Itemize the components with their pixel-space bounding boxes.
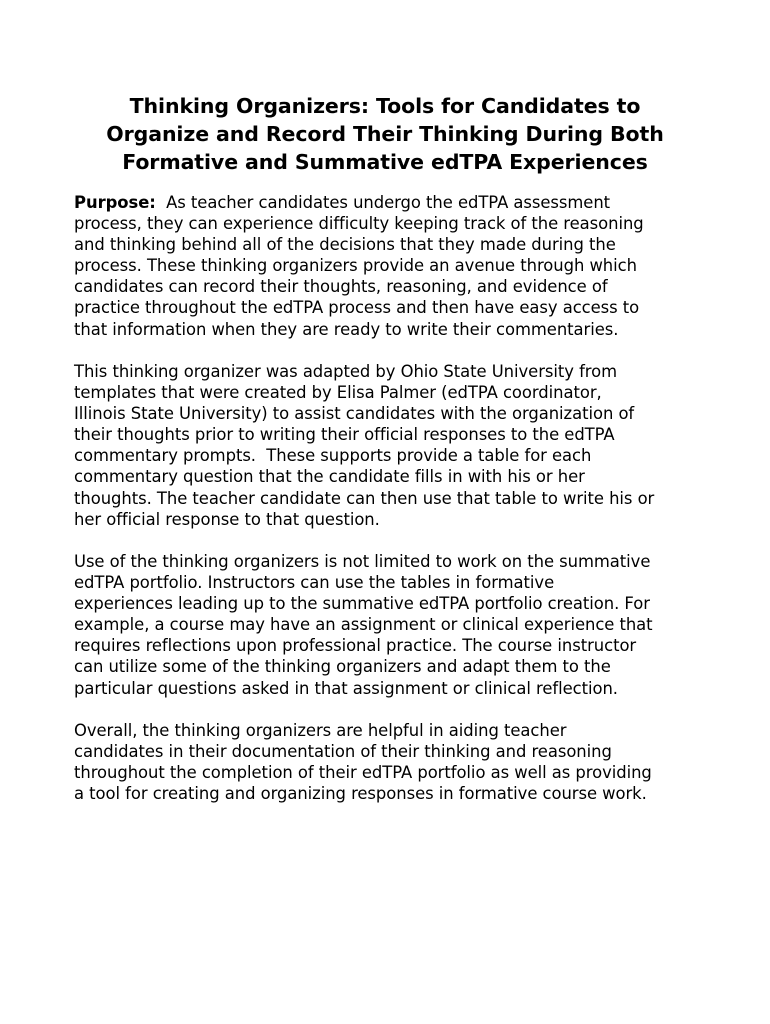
paragraph-line: process, they can experience difficulty keeping track of the reasoning <box>74 214 644 234</box>
paragraph-line: requires reflections upon professional practice. The course instructor <box>74 636 637 656</box>
paragraph-line: process. These thinking organizers provide an avenue through which <box>74 256 637 276</box>
paragraph-line: templates that were created by Elisa Palmer (edTPA coordinator, <box>74 383 602 403</box>
paragraph-line: commentary prompts. These supports provide a table for each <box>74 446 592 466</box>
paragraph-line: their thoughts prior to writing their official responses to the edTPA <box>74 425 615 445</box>
purpose-label: Purpose: <box>74 193 156 212</box>
paragraph-line: commentary question that the candidate fills in with his or her <box>74 467 585 487</box>
overall-paragraph <box>74 720 714 804</box>
paragraph-line: candidates can record their thoughts, reasoning, and evidence of <box>74 277 608 297</box>
paragraph-line: Overall, the thinking organizers are helpful in aiding teacher <box>74 721 567 740</box>
paragraph-line: edTPA portfolio. Instructors can use the tables in formative <box>74 573 555 593</box>
use-paragraph <box>74 551 714 699</box>
paragraph-line: that information when they are ready to write their commentaries. <box>74 319 619 339</box>
paragraph-line: throughout the completion of their edTPA portfolio as well as providing <box>74 763 652 783</box>
paragraph-line: example, a course may have an assignment or clinical experience that <box>74 615 653 635</box>
paragraph-line <box>74 192 714 213</box>
title-line: Thinking Organizers: Tools for Candidates to <box>129 94 641 118</box>
paragraph-line: practice throughout the edTPA process and then have easy access to <box>74 298 640 318</box>
paragraph-line: particular questions asked in that assignment or clinical reflection. <box>74 678 618 698</box>
title-line: Formative and Summative edTPA Experiences <box>122 150 648 174</box>
paragraph-line: experiences leading up to the summative edTPA portfolio creation. For <box>74 594 650 614</box>
purpose-first-line: As teacher candidates undergo the edTPA assessment <box>155 193 611 212</box>
purpose-paragraph <box>74 192 714 340</box>
paragraph-line: Use of the thinking organizers is not limited to work on the summative <box>74 552 651 571</box>
page-title <box>60 92 710 176</box>
paragraph-line: Illinois State University) to assist candidates with the organization of <box>74 404 635 424</box>
paragraph-line: can utilize some of the thinking organizers and adapt them to the <box>74 657 611 677</box>
title-line: Organize and Record Their Thinking During Both <box>106 122 664 146</box>
paragraph-line: This thinking organizer was adapted by Ohio State University from <box>74 362 618 381</box>
paragraph-line: candidates in their documentation of their thinking and reasoning <box>74 742 612 762</box>
paragraph-line: a tool for creating and organizing responses in formative course work. <box>74 784 647 804</box>
paragraph-line: and thinking behind all of the decisions that they made during the <box>74 235 616 255</box>
paragraph-line: thoughts. The teacher candidate can then use that table to write his or <box>74 488 655 508</box>
adapted-paragraph <box>74 361 714 530</box>
paragraph-line: her official response to that question. <box>74 509 380 529</box>
